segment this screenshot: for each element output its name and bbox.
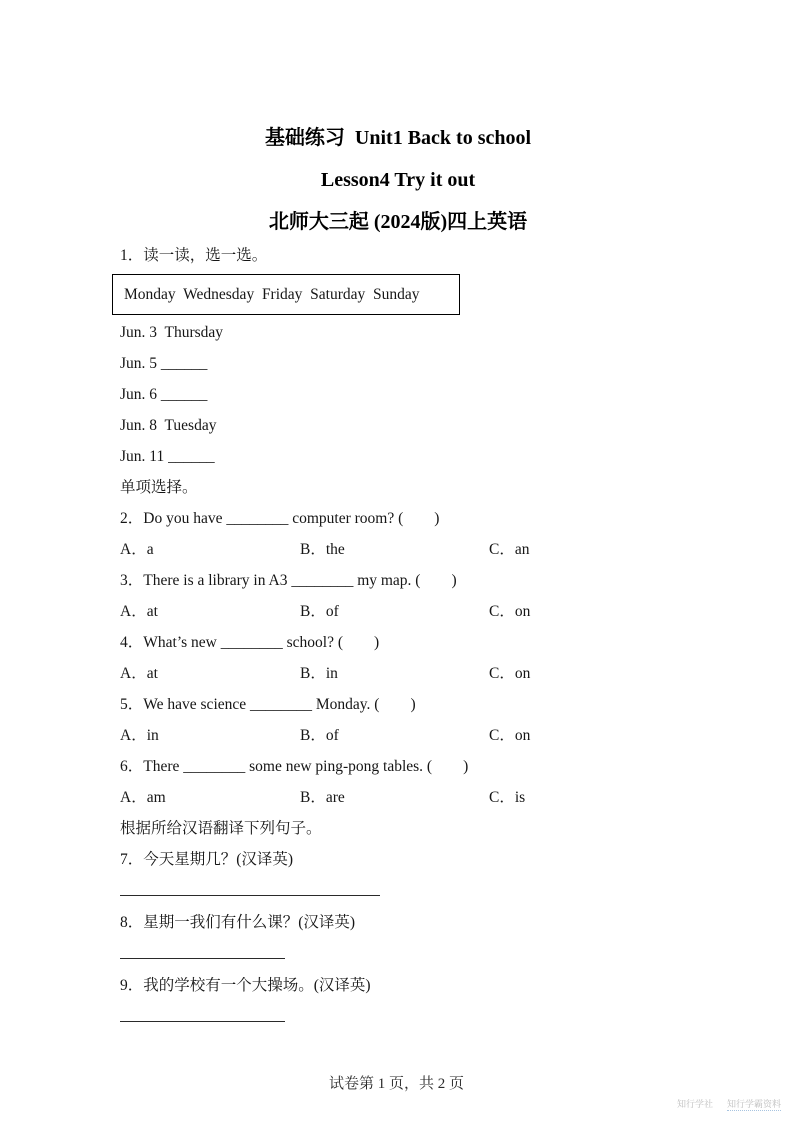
question-7-answer-line: [120, 875, 380, 896]
question-2-option-a: A．a: [120, 541, 154, 558]
match-item-jun11: Jun. 11 ______: [120, 448, 215, 465]
page-content: [120, 117, 676, 1033]
question-6-option-c: C．is: [489, 789, 526, 806]
page-subtitle-lesson: Lesson4 Try it out: [320, 169, 476, 191]
question-2-text: 2．Do you have ________ computer room? ( ): [120, 510, 440, 527]
question-4-option-c: C．on: [489, 665, 531, 682]
word-bank-box: [112, 274, 460, 315]
question-7-text: 7．今天星期几？(汉译英): [120, 851, 294, 868]
question-9-answer-line: [120, 1001, 285, 1022]
mcq-section-heading: 单项选择。: [120, 479, 198, 496]
question-8-text: 8．星期一我们有什么课？(汉译英): [120, 914, 356, 931]
match-item-jun6: Jun. 6 ______: [120, 386, 208, 403]
question-3-text: 3．There is a library in A3 ________ my map. ( ): [120, 572, 457, 589]
match-item-jun5: Jun. 5 ______: [120, 355, 208, 372]
question-3-options: [120, 596, 676, 627]
question-3-option-a: A．at: [120, 603, 158, 620]
watermark: [677, 1099, 781, 1111]
question-4-text: 4．What’s new ________ school? ( ): [120, 634, 380, 651]
word-bank-words: Monday Wednesday Friday Saturday Sunday: [124, 285, 420, 303]
question-5-option-a: A．in: [120, 727, 159, 744]
question-4-option-a: A．at: [120, 665, 158, 682]
question-5-option-c: C．on: [489, 727, 531, 744]
question-5-option-b: B．of: [300, 727, 339, 744]
translation-section-heading: 根据所给汉语翻译下列句子。: [120, 820, 322, 837]
match-item-jun8: Jun. 8 Tuesday: [120, 417, 217, 434]
question-1-prompt: 1．读一读，选一选。: [120, 247, 268, 264]
watermark-text-1: 知行学社: [676, 1099, 713, 1109]
page-number-footer: 试卷第 1 页，共 2 页: [328, 1076, 464, 1092]
question-8-answer-line: [120, 938, 285, 959]
question-6-text: 6．There ________ some new ping-pong tables. ( ): [120, 758, 469, 775]
match-item-jun3: Jun. 3 Thursday: [120, 324, 224, 341]
question-6-option-a: A．am: [120, 789, 166, 806]
question-2-option-b: B．the: [300, 541, 345, 558]
question-3-option-c: C．on: [489, 603, 531, 620]
question-2-option-c: C．an: [489, 541, 530, 558]
watermark-text-2: 知行学霸资料: [726, 1099, 781, 1109]
question-2-options: [120, 534, 676, 565]
question-4-options: [120, 658, 676, 689]
question-5-text: 5．We have science ________ Monday. ( ): [120, 696, 416, 713]
question-9-text: 9．我的学校有一个大操场。(汉译英): [120, 977, 371, 994]
question-5-options: [120, 720, 676, 751]
question-6-option-b: B．are: [300, 789, 345, 806]
page-subtitle-edition: 北师大三起 (2024版)四上英语: [268, 211, 528, 233]
question-4-option-b: B．in: [300, 665, 338, 682]
page-title: 基础练习 Unit1 Back to school: [264, 127, 532, 149]
question-3-option-b: B．of: [300, 603, 339, 620]
question-6-options: [120, 782, 676, 813]
